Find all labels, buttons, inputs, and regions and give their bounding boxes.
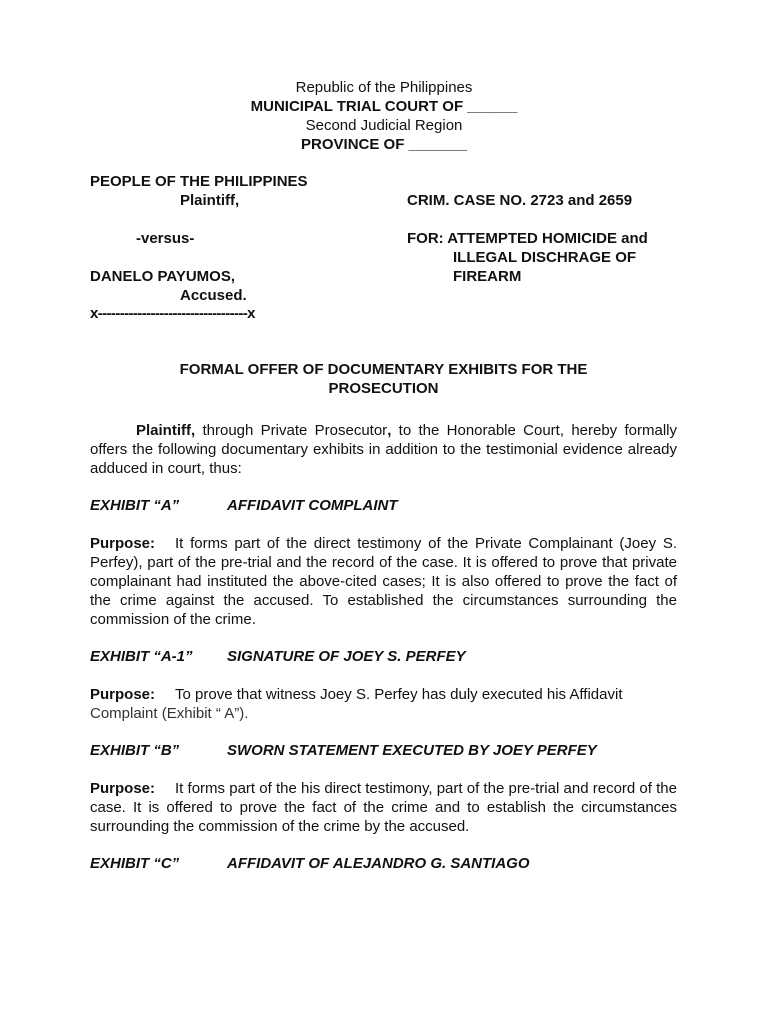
purpose-text: It forms part of the direct testimony of the Private Complainant (Joey S. Perfey), part of the pre-trial and the record of the case. It is offered to prove that private complainant had instituted the above-cited cases; It is also offered to prove the fact of the crime against the accused. To established the circumstances surrounding the commission of the crime.	[90, 535, 677, 628]
purpose-text-continued: Complaint (Exhibit “ A”).	[90, 705, 249, 722]
intro-paragraph	[90, 421, 677, 478]
exhibit-title: AFFIDAVIT OF ALEJANDRO G. SANTIAGO	[227, 855, 530, 872]
charges-line-1: FOR: ATTEMPTED HOMICIDE and	[407, 230, 648, 247]
intro-text-1: through Private Prosecutor	[195, 422, 388, 439]
purpose-text: To prove that witness Joey S. Perfey has duly executed his Affidavit	[175, 686, 623, 703]
purpose-text: It forms part of the his direct testimony, part of the pre-trial and record of the case. It is offered to prove the fact of the crime and to establish the circumstances surrounding the commission of the crime by the accused.	[90, 780, 677, 835]
purpose-label: Purpose:	[90, 686, 156, 703]
header-region: Second Judicial Region	[305, 117, 463, 134]
exhibit-purpose	[90, 534, 677, 629]
exhibit-label: EXHIBIT “A-1”	[90, 648, 193, 665]
versus-label: -versus-	[136, 230, 195, 247]
exhibit-label: EXHIBIT “C”	[90, 855, 180, 872]
charges-line-2: ILLEGAL DISCHRAGE OF	[453, 249, 637, 266]
plaintiff-name: PEOPLE OF THE PHILIPPINES	[90, 173, 308, 190]
document-title	[90, 360, 677, 398]
title-line-1: FORMAL OFFER OF DOCUMENTARY EXHIBITS FOR THE	[179, 361, 588, 378]
exhibit-title: SWORN STATEMENT EXECUTED BY JOEY PERFEY	[227, 742, 597, 759]
court-header	[0, 78, 768, 154]
accused-role: Accused.	[180, 287, 247, 304]
plaintiff-role: Plaintiff,	[180, 192, 240, 209]
intro-comma: ,	[387, 422, 392, 439]
exhibit-label: EXHIBIT “A”	[90, 497, 180, 514]
accused-name: DANELO PAYUMOS,	[90, 268, 236, 285]
intro-lead: Plaintiff,	[136, 422, 196, 439]
charges-line-3: FIREARM	[453, 268, 522, 285]
header-court: MUNICIPAL TRIAL COURT OF ______	[250, 98, 518, 115]
exhibit-title: SIGNATURE OF JOEY S. PERFEY	[227, 648, 466, 665]
exhibit-title: AFFIDAVIT COMPLAINT	[227, 497, 398, 514]
purpose-label: Purpose:	[90, 535, 156, 552]
title-line-2: PROSECUTION	[328, 380, 439, 397]
exhibit-purpose	[90, 685, 677, 704]
case-number: CRIM. CASE NO. 2723 and 2659	[407, 192, 633, 209]
exhibit-purpose	[90, 779, 677, 836]
header-republic: Republic of the Philippines	[295, 79, 473, 96]
exhibit-label: EXHIBIT “B”	[90, 742, 180, 759]
intro-text-2: to the Honorable Court, hereby formally offers the following documentary exhibits in addition to the testimonial evidence already adduced in court, thus:	[90, 422, 677, 477]
purpose-label: Purpose:	[90, 780, 156, 797]
caption-separator: x----------------------------------x	[90, 305, 255, 322]
header-province: PROVINCE OF _______	[301, 136, 467, 153]
